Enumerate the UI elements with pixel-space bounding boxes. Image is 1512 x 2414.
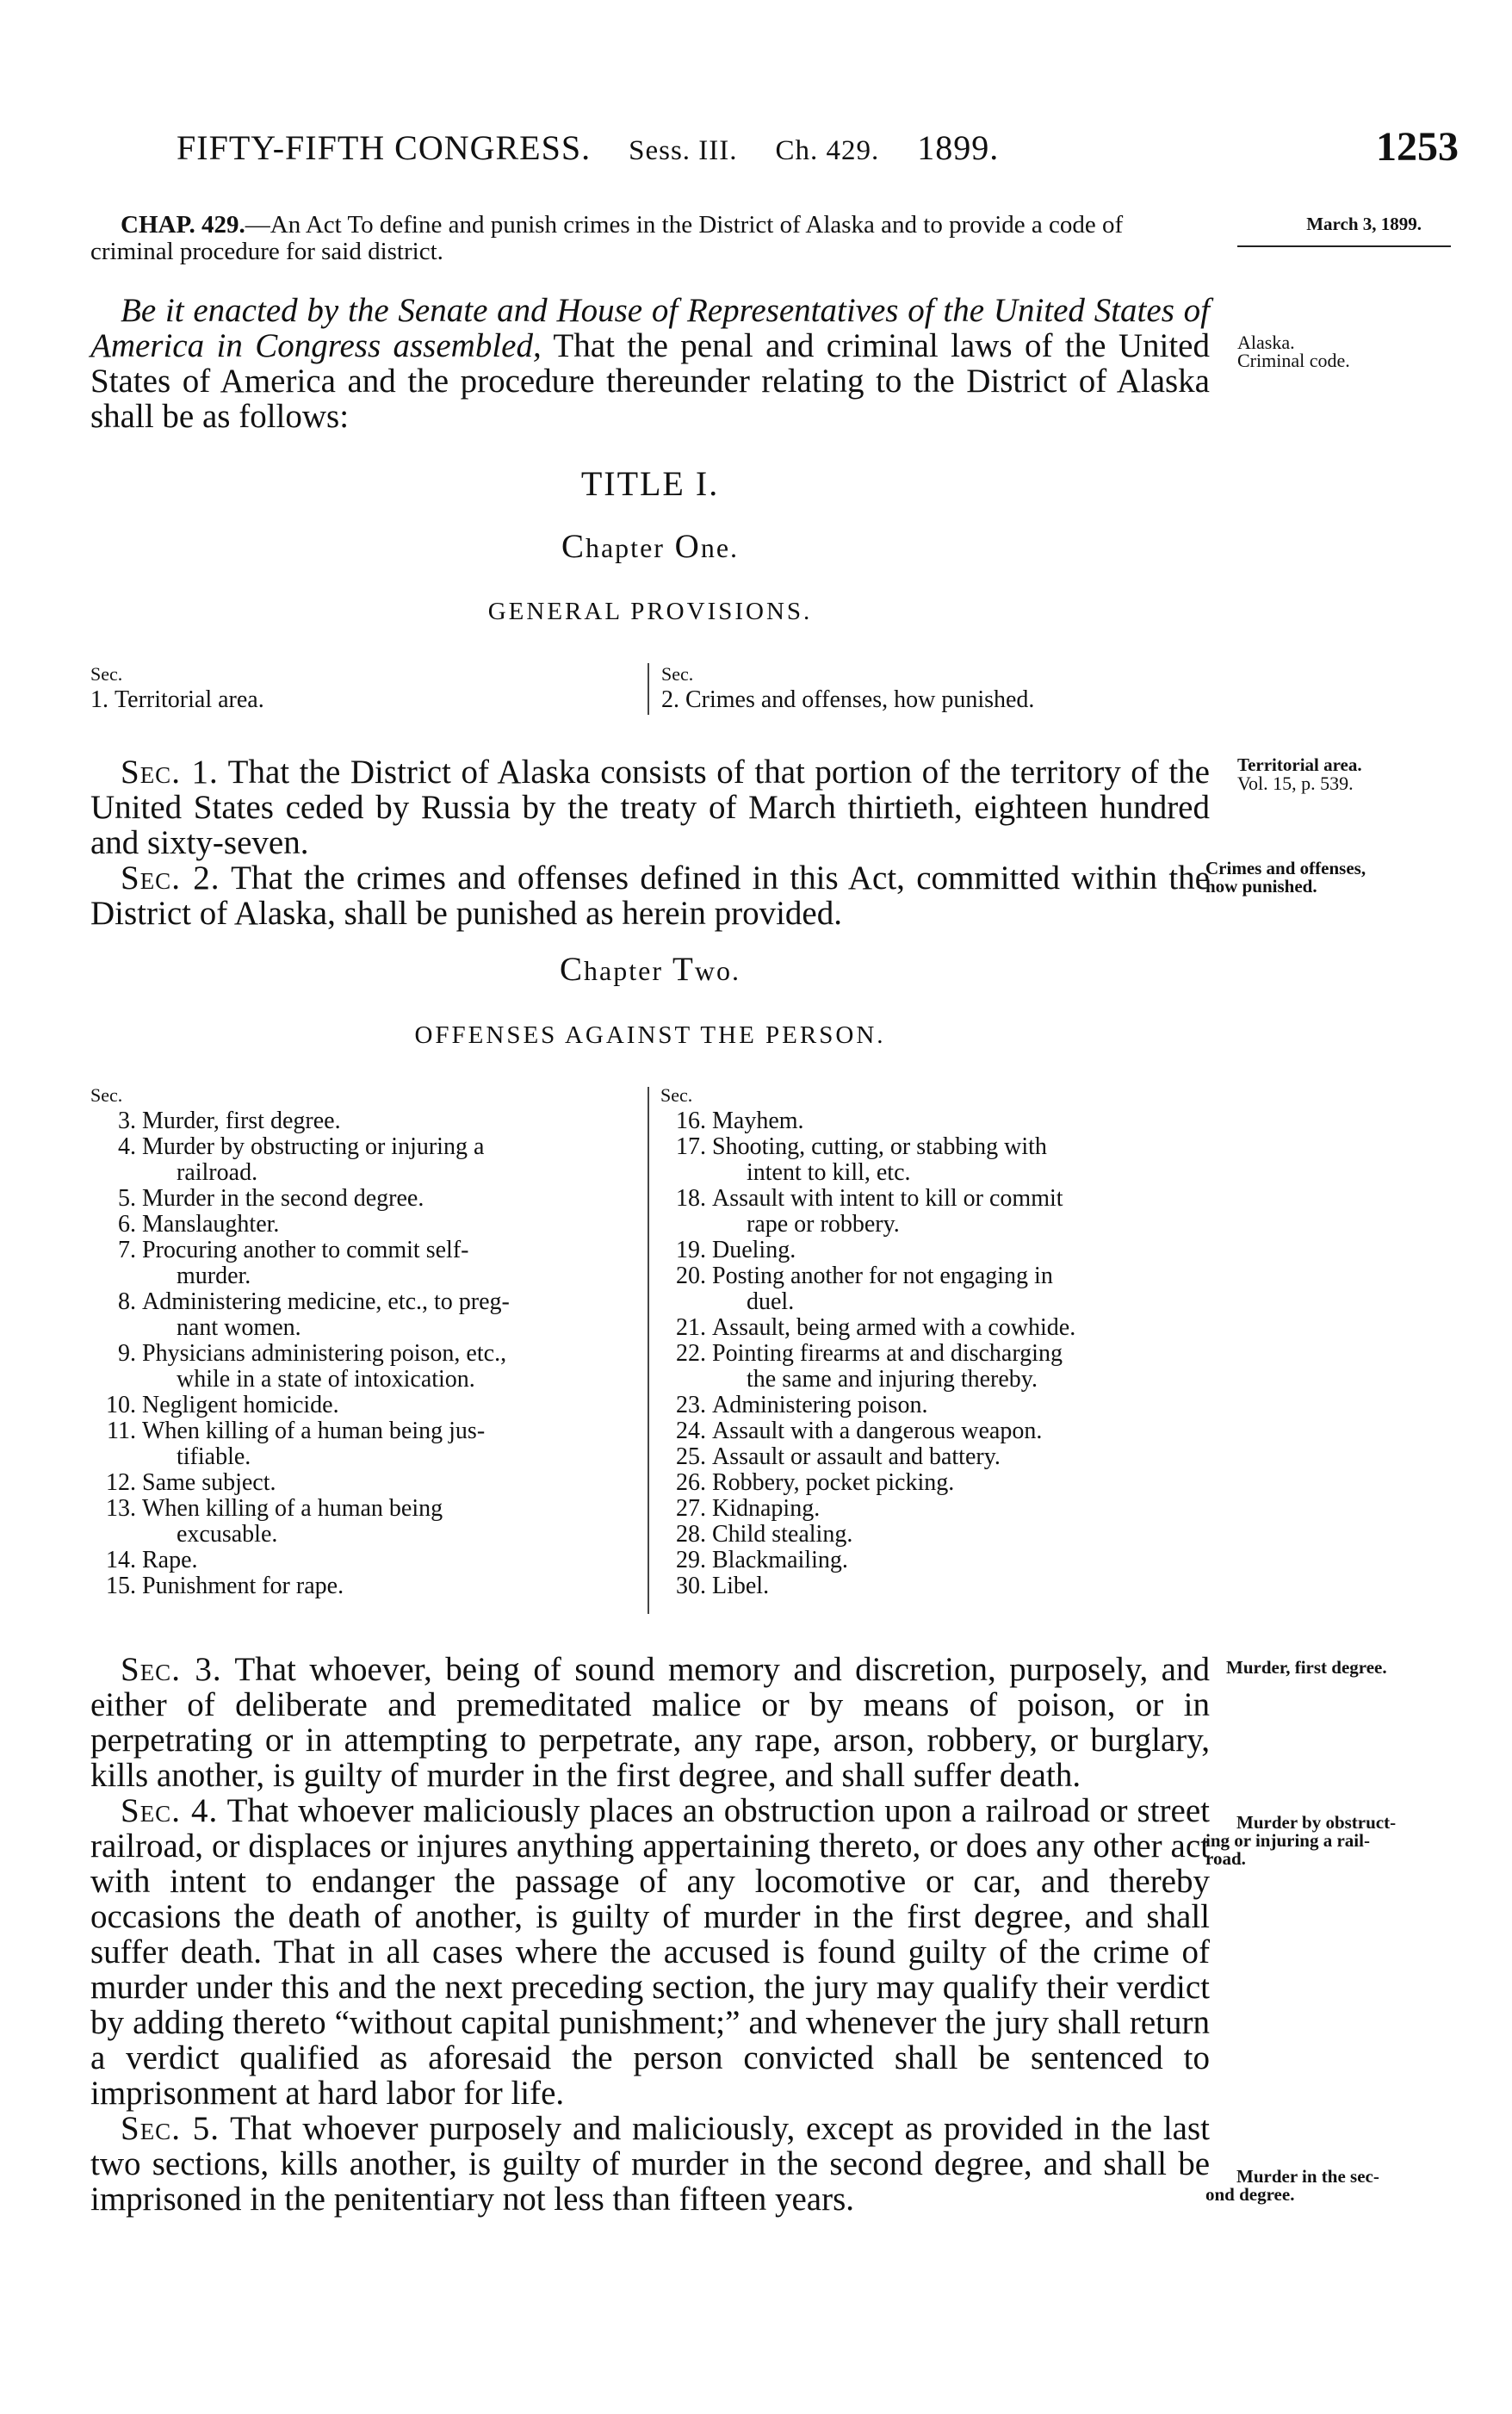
- synopsis-num: 13.: [106, 1495, 136, 1522]
- synopsis-text: [142, 1341, 635, 1393]
- margin-note-murder-second-line2: ond degree.: [1205, 2184, 1295, 2205]
- synopsis-num: 19.: [676, 1237, 706, 1263]
- synopsis-num: 28.: [676, 1521, 706, 1548]
- synopsis-text-line: Murder in the second degree.: [142, 1185, 424, 1212]
- margin-note-murder-obstruct-line1: Murder by obstruct-: [1236, 1812, 1397, 1833]
- synopsis-text: [712, 1444, 1213, 1470]
- synopsis-num: 29.: [676, 1547, 706, 1573]
- margin-note-murder-first-line1: Murder, first degree.: [1226, 1657, 1387, 1678]
- synopsis-text-line: Administering poison.: [712, 1392, 928, 1418]
- synopsis-item: [660, 1134, 1213, 1186]
- synopsis-text: [712, 1341, 1213, 1393]
- offenses-heading: OFFENSES AGAINST THE PERSON.: [414, 1021, 886, 1049]
- synopsis-two-left: [90, 1083, 635, 1599]
- section-text: That the District of Alaska consists of that portion of the territory of the United States ceded by Russia by the treaty of March thirtieth, eighteen hundred and sixty-seven.: [90, 754, 1210, 861]
- running-head-congress: FIFTY-FIFTH CONGRESS.: [177, 128, 592, 167]
- section-2: [90, 860, 1210, 931]
- synopsis-text: [142, 1573, 635, 1599]
- synopsis-text-line: Physicians administering poison, etc.,: [142, 1340, 507, 1367]
- synopsis-num: 12.: [106, 1469, 136, 1496]
- margin-note-murder-obstruct-line3: road.: [1205, 1848, 1246, 1869]
- chapter-heading: [90, 212, 1210, 265]
- synopsis-text: [142, 1186, 635, 1212]
- synopsis-item: [90, 1108, 635, 1134]
- margin-note-crimes-line2: how punished.: [1205, 876, 1317, 897]
- sections-one: [90, 754, 1210, 931]
- chapter-two-cap2: T: [672, 951, 695, 988]
- enacting-clause: [90, 293, 1210, 434]
- synopsis-item: [90, 1238, 635, 1289]
- synopsis-num: 1.: [90, 686, 108, 713]
- synopsis-item: [90, 1418, 635, 1470]
- synopsis-text-line: Blackmailing.: [712, 1547, 848, 1573]
- synopsis-item: [660, 1548, 1213, 1573]
- synopsis-num: 3.: [118, 1108, 136, 1134]
- synopsis-text-line: When killing of a human being: [142, 1495, 443, 1522]
- synopsis-text-line: Murder by obstructing or injuring a: [142, 1133, 485, 1160]
- margin-note-alaska-line2: Criminal code.: [1237, 350, 1350, 371]
- synopsis-header: Sec.: [660, 1084, 693, 1106]
- section-label: Sec. 5.: [121, 2110, 220, 2147]
- synopsis-num: 6.: [118, 1211, 136, 1238]
- running-head-year: 1899.: [917, 128, 1000, 167]
- synopsis-item: [660, 1418, 1213, 1444]
- synopsis-text-line: Assault with a dangerous weapon.: [712, 1418, 1043, 1444]
- synopsis-num: 26.: [676, 1469, 706, 1496]
- synopsis-header: Sec.: [661, 663, 694, 685]
- synopsis-text-line: Procuring another to commit self-: [142, 1237, 469, 1263]
- enacting-clause-text: That the penal and criminal laws of the United States of America and the procedure thereunder relating to the District of Alaska shall be as follows:: [90, 327, 1210, 435]
- synopsis-num: 4.: [118, 1133, 136, 1160]
- synopsis-text-line: Posting another for not engaging in: [712, 1263, 1053, 1289]
- running-head-chapter: Ch. 429.: [775, 135, 880, 166]
- synopsis-num: 8.: [118, 1288, 136, 1315]
- synopsis-num: 2.: [661, 686, 679, 713]
- synopsis-item: [90, 1573, 635, 1599]
- synopsis-text: [142, 1393, 635, 1418]
- synopsis-two-right: [660, 1083, 1213, 1599]
- synopsis-text-continuation: the same and injuring thereby.: [747, 1366, 1038, 1393]
- synopsis-text-line: Libel.: [712, 1573, 770, 1599]
- synopsis-text: [712, 1522, 1213, 1548]
- section-text: That whoever, being of sound memory and discretion, purposely, and either of deliberate and premeditated malice or by means of poison, or in perpetrating or in attempting to perpetrate, any rape, arson, robbery, or burglary, kills another, is guilty of murder in the first degree, and shall suffer death.: [90, 1651, 1210, 1794]
- synopsis-item: [660, 1341, 1213, 1393]
- synopsis-num: 9.: [118, 1340, 136, 1367]
- chapter-two-cap: C: [560, 951, 585, 988]
- synopsis-divider: [648, 1087, 649, 1614]
- synopsis-text: [712, 1573, 1213, 1599]
- chapter-one-cap: C: [561, 528, 586, 565]
- synopsis-text: [142, 1108, 635, 1134]
- synopsis-one-right: [661, 661, 1212, 713]
- margin-note-territorial-line1: Territorial area.: [1237, 754, 1362, 775]
- margin-note-murder-second: [1205, 2168, 1379, 2204]
- synopsis-text: [712, 1263, 1213, 1315]
- enactment-date: March 3, 1899.: [1306, 214, 1422, 234]
- title-heading: TITLE I.: [580, 464, 720, 503]
- synopsis-text-line: Assault or assault and battery.: [712, 1443, 1001, 1470]
- synopsis-text: [142, 1238, 635, 1289]
- synopsis-num: 30.: [676, 1573, 706, 1599]
- synopsis-text-line: Kidnaping.: [712, 1495, 821, 1522]
- synopsis-item: [90, 1470, 635, 1496]
- section-label: Sec. 2.: [121, 859, 220, 897]
- synopsis-num: 25.: [676, 1443, 706, 1470]
- synopsis-num: 23.: [676, 1392, 706, 1418]
- section-label: Sec. 4.: [121, 1792, 219, 1829]
- section-text: That the crimes and offenses defined in this Act, committed within the District of Alaska, shall be punished as herein provided.: [90, 859, 1210, 932]
- section-text: That whoever maliciously places an obstruction upon a railroad or street railroad, or displaces or injures anything appertaining thereto, or does any other act with intent to endanger the passage of any locomotive or car, and thereby occasions the death of another, is guilty of murder in the first degree, and shall suffer death. That in all cases where the accused is found guilty of the crime of murder under this and the next preceding section, the jury may qualify their verdict by adding thereto “without capital punishment;” and whenever the jury shall return a verdict qualified as aforesaid the person convicted shall be sentenced to imprisonment at hard labor for life.: [90, 1792, 1210, 2112]
- synopsis-num: 10.: [106, 1392, 136, 1418]
- enacting-clause-italic: Be it enacted by the Senate and House of Representatives of the United States of America in Congress assembled,: [90, 292, 1210, 364]
- chapter-one-heading: [0, 527, 1300, 566]
- synopsis-text: [712, 1496, 1213, 1522]
- synopsis-num: 11.: [107, 1418, 136, 1444]
- margin-note-crimes-line1: Crimes and offenses,: [1205, 858, 1366, 878]
- synopsis-text-line: When killing of a human being jus-: [142, 1418, 486, 1444]
- chapter-label: CHAP. 429.: [121, 211, 245, 239]
- synopsis-header: Sec.: [90, 663, 123, 685]
- margin-note-murder-second-line1: Murder in the sec-: [1236, 2166, 1379, 2187]
- section-text: That whoever purposely and maliciously, except as provided in the last two sections, kills another, is guilty of murder in the second degree, and shall be imprisoned in the penitentiary not less than fifteen years.: [90, 2110, 1210, 2218]
- synopsis-text-continuation: tifiable.: [177, 1443, 251, 1470]
- general-provisions-heading: GENERAL PROVISIONS.: [487, 598, 813, 625]
- synopsis-text: [712, 1418, 1213, 1444]
- synopsis-num: 7.: [118, 1237, 136, 1263]
- chapter-title: —An Act To define and punish crimes in the District of Alaska and to provide a code of criminal procedure for said district.: [90, 211, 1124, 265]
- section-4: [90, 1793, 1210, 2111]
- synopsis-num: 5.: [118, 1185, 136, 1212]
- synopsis-text-line: Negligent homicide.: [142, 1392, 339, 1418]
- synopsis-item: [90, 1341, 635, 1393]
- margin-note-murder-first: [1226, 1659, 1387, 1677]
- synopsis-item: [90, 1212, 635, 1238]
- synopsis-text: [712, 1134, 1213, 1186]
- synopsis-text: [712, 1393, 1213, 1418]
- synopsis-text: [712, 1470, 1213, 1496]
- synopsis-text: [142, 1418, 635, 1470]
- synopsis-item: [90, 1393, 635, 1418]
- synopsis-text-line: Shooting, cutting, or stabbing with: [712, 1133, 1047, 1160]
- synopsis-text-line: Administering medicine, etc., to preg-: [142, 1288, 510, 1315]
- synopsis-text: Crimes and offenses, how punished.: [685, 686, 1035, 713]
- synopsis-text: [712, 1238, 1213, 1263]
- synopsis-item: [90, 1134, 635, 1186]
- synopsis-text-continuation: rape or robbery.: [747, 1211, 900, 1238]
- synopsis-text: [712, 1108, 1213, 1134]
- section-5: [90, 2111, 1210, 2217]
- synopsis-text-line: Manslaughter.: [142, 1211, 280, 1238]
- section-label: Sec. 1.: [121, 754, 219, 791]
- synopsis-text-line: Mayhem.: [712, 1108, 804, 1134]
- section-3: [90, 1652, 1210, 1793]
- synopsis-text-line: Rape.: [142, 1547, 198, 1573]
- synopsis-item: [90, 1496, 635, 1548]
- synopsis-text: [712, 1548, 1213, 1573]
- synopsis-text-continuation: nant women.: [177, 1314, 301, 1341]
- synopsis-text-line: Same subject.: [142, 1469, 276, 1496]
- synopsis-item: [660, 1470, 1213, 1496]
- margin-note-alaska: [1237, 333, 1350, 369]
- synopsis-text-line: Robbery, pocket picking.: [712, 1469, 955, 1496]
- synopsis-text-line: Assault with intent to kill or commit: [712, 1185, 1063, 1212]
- margin-note-crimes: [1205, 859, 1366, 896]
- synopsis-item: [660, 1444, 1213, 1470]
- synopsis-text: Territorial area.: [115, 686, 264, 713]
- synopsis-text-continuation: murder.: [177, 1263, 251, 1289]
- synopsis-text: [142, 1289, 635, 1341]
- synopsis-text: [142, 1134, 635, 1186]
- synopsis-num: 15.: [106, 1573, 136, 1599]
- synopsis-item: [660, 1186, 1213, 1238]
- margin-note-murder-obstruct: [1205, 1814, 1396, 1868]
- synopsis-num: 22.: [676, 1340, 706, 1367]
- synopsis-num: 18.: [676, 1185, 706, 1212]
- synopsis-item: [90, 1289, 635, 1341]
- synopsis-text: [142, 1548, 635, 1573]
- synopsis-text-continuation: intent to kill, etc.: [747, 1159, 911, 1186]
- synopsis-text: [712, 1186, 1213, 1238]
- synopsis-text-line: Murder, first degree.: [142, 1108, 341, 1134]
- synopsis-text-line: Pointing firearms at and discharging: [712, 1340, 1063, 1367]
- chapter-two-heading: [0, 950, 1300, 989]
- synopsis-divider: [648, 663, 649, 715]
- synopsis-text: [712, 1315, 1213, 1341]
- margin-note-alaska-line1: Alaska.: [1237, 332, 1295, 353]
- synopsis-item: [661, 687, 1212, 713]
- synopsis-text-continuation: excusable.: [177, 1521, 278, 1548]
- synopsis-one-left: [90, 661, 607, 713]
- chapter-one-word: hapter: [585, 532, 665, 563]
- synopsis-text-continuation: while in a state of intoxication.: [177, 1366, 475, 1393]
- synopsis-item: [660, 1315, 1213, 1341]
- synopsis-item: [660, 1263, 1213, 1315]
- synopsis-num: 20.: [676, 1263, 706, 1289]
- synopsis-item: [90, 687, 607, 713]
- synopsis-item: [660, 1522, 1213, 1548]
- synopsis-item: [660, 1496, 1213, 1522]
- synopsis-text: [142, 1470, 635, 1496]
- synopsis-item: [660, 1108, 1213, 1134]
- chapter-two-word2: wo.: [694, 955, 741, 986]
- synopsis-header: Sec.: [90, 1084, 123, 1106]
- synopsis-item: [660, 1238, 1213, 1263]
- date-rule: [1237, 245, 1451, 247]
- synopsis-num: 24.: [676, 1418, 706, 1444]
- synopsis-num: 21.: [676, 1314, 706, 1341]
- synopsis-item: [660, 1573, 1213, 1599]
- chapter-one-cap2: O: [674, 528, 701, 565]
- synopsis-num: 16.: [676, 1108, 706, 1134]
- synopsis-text-line: Assault, being armed with a cowhide.: [712, 1314, 1076, 1341]
- synopsis-num: 14.: [106, 1547, 136, 1573]
- synopsis-item: [90, 1186, 635, 1212]
- synopsis-text-line: Dueling.: [712, 1237, 796, 1263]
- synopsis-text: [142, 1212, 635, 1238]
- synopsis-num: 27.: [676, 1495, 706, 1522]
- section-label: Sec. 3.: [121, 1651, 222, 1688]
- running-head: [177, 127, 999, 168]
- running-head-session: Sess. III.: [629, 135, 738, 166]
- synopsis-text-line: Child stealing.: [712, 1521, 853, 1548]
- synopsis-text-line: Punishment for rape.: [142, 1573, 344, 1599]
- chapter-one-word2: ne.: [700, 532, 740, 563]
- margin-note-territorial-line2: Vol. 15, p. 539.: [1237, 773, 1354, 794]
- synopsis-text-continuation: railroad.: [177, 1159, 258, 1186]
- sections-two: [90, 1652, 1210, 2217]
- synopsis-text-continuation: duel.: [747, 1288, 795, 1315]
- section-1: [90, 754, 1210, 860]
- synopsis-num: 17.: [676, 1133, 706, 1160]
- synopsis-item: [660, 1393, 1213, 1418]
- synopsis-item: [90, 1548, 635, 1573]
- page-number: 1253: [1376, 124, 1459, 170]
- chapter-two-word: hapter: [584, 955, 663, 986]
- margin-note-territorial: [1237, 756, 1362, 792]
- margin-note-murder-obstruct-line2: ing or injuring a rail-: [1205, 1830, 1370, 1851]
- synopsis-text: [142, 1496, 635, 1548]
